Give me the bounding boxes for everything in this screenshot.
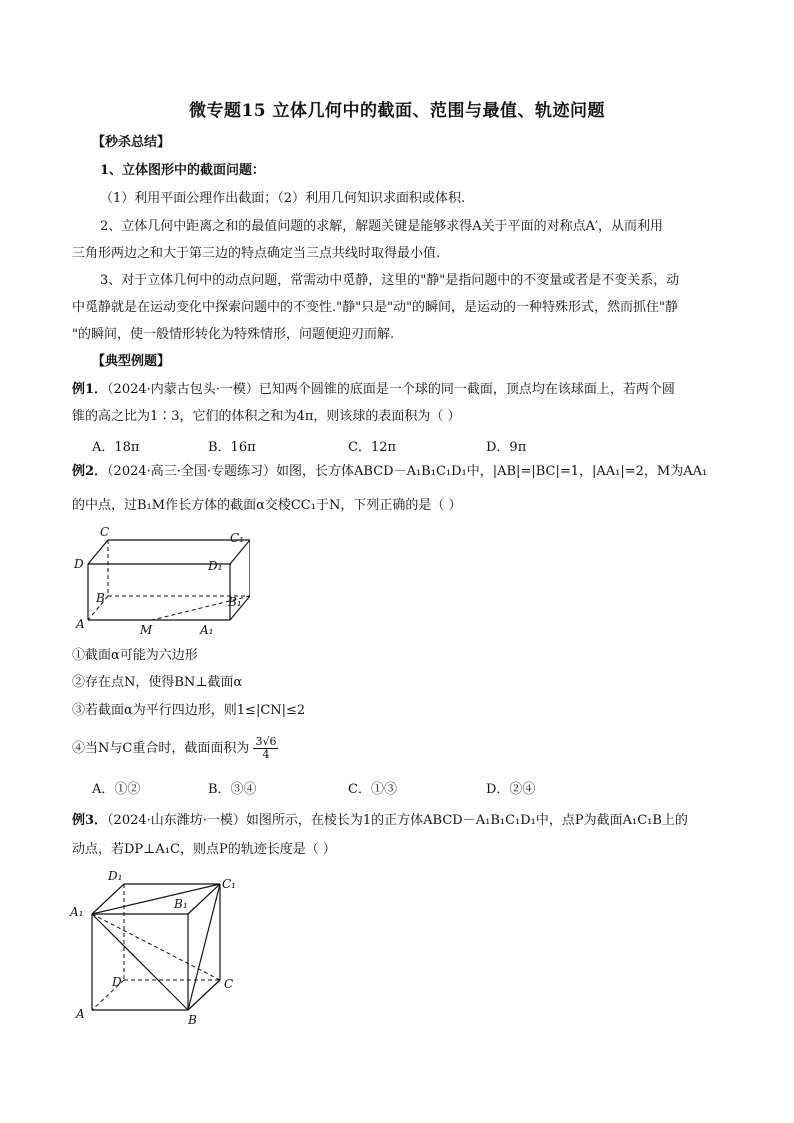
segment-a1-c1 xyxy=(92,884,220,914)
area-fraction xyxy=(253,736,278,761)
cube-label-c: C xyxy=(224,977,234,991)
edge-c1-b1 xyxy=(188,884,220,914)
example-3-text-1: （2024·山东潍坊·一模）如图所示，在棱长为1的正方体ABCD－A₁B₁C₁D₁中，点P为截面A₁C₁B上的 xyxy=(107,813,688,828)
label-c: C xyxy=(100,525,110,539)
area-fraction-denominator: 4 xyxy=(262,748,270,761)
label-m: M xyxy=(140,623,153,636)
summary-point-3-line-1: 3、对于立体几何中的动点问题，常需动中觅静，这里的"静"是指问题中的不变量或者是不变关系，动 xyxy=(100,273,680,288)
cube-label-a1: A₁ xyxy=(70,905,84,919)
example-2-statement-4-text: ④当N与C重合时，截面面积为 xyxy=(72,741,250,756)
area-fraction-numerator: 3√6 xyxy=(255,735,277,748)
label-a1: A₁ xyxy=(200,623,214,636)
example-3-line-2: 动点，若DP⊥A₁C，则点P的轨迹长度是（ ） xyxy=(72,842,336,857)
example-2-statement-4 xyxy=(72,736,278,761)
edge-d-c xyxy=(88,540,108,564)
label-c1: C₁ xyxy=(230,531,244,545)
example-1-line-2: 锥的高之比为1∶3，它们的体积之和为4π，则该球的表面积为（ ） xyxy=(72,409,461,424)
segment-a1-c-hidden xyxy=(92,914,220,980)
example-2-statement-3: ③若截面α为平行四边形，则1≤|CN|≤2 xyxy=(72,703,306,718)
example-2-line-1 xyxy=(72,463,707,481)
example-2-option-c[interactable]: C．①③ xyxy=(348,782,397,797)
summary-point-1-title: 1、立体图形中的截面问题： xyxy=(100,163,266,178)
cube-figure xyxy=(68,864,248,1028)
label-d: D xyxy=(74,557,84,571)
summary-point-1-body: （1）利用平面公理作出截面；（2）利用几何知识求面积或体积. xyxy=(100,191,466,206)
example-2-line-2: 的中点，过B₁M作长方体的截面α交棱CC₁于N，下列正确的是（ ） xyxy=(72,498,462,513)
example-1-line-1 xyxy=(72,381,675,399)
edge-a1-d1 xyxy=(92,884,124,914)
summary-heading: 【秒杀总结】 xyxy=(92,135,171,150)
cube-label-c1: C₁ xyxy=(222,877,236,891)
label-a: A xyxy=(76,617,85,631)
example-2-option-a[interactable]: A．①② xyxy=(92,782,141,797)
examples-heading: 【典型例题】 xyxy=(92,354,171,369)
label-b1: B₁ xyxy=(228,595,242,609)
edge-c-b xyxy=(188,980,220,1010)
example-1-text-1: （2024·内蒙古包头·一模）已知两个圆锥的底面是一个球的同一截面，顶点均在该球面上，若两个圆 xyxy=(107,382,675,397)
summary-point-3-line-2: 中觅静就是在运动变化中探索问题中的不变性."静"只是"动"的瞬间，是运动的一种特殊形式，然而抓住"静 xyxy=(72,300,679,315)
example-1-option-c[interactable]: C．12π xyxy=(348,440,397,455)
page-title: 微专题15 立体几何中的截面、范围与最值、轨迹问题 xyxy=(188,101,606,121)
example-2-label: 例2． xyxy=(72,464,108,479)
example-2-option-b[interactable]: B．③④ xyxy=(208,782,257,797)
summary-point-2-line-2: 三角形两边之和大于第三边的特点确定当三点共线时取得最小值. xyxy=(72,246,441,261)
example-3-line-1 xyxy=(72,812,688,830)
cube-label-b1: B₁ xyxy=(174,897,188,911)
segment-c1-b xyxy=(188,884,220,1010)
segment-a1-b xyxy=(92,914,188,1010)
cube-label-b: B xyxy=(188,1013,197,1027)
summary-point-3-line-3: "的瞬间，使一般情形转化为特殊情形，问题便迎刃而解. xyxy=(72,327,395,342)
example-2-statement-1: ①截面α可能为六边形 xyxy=(72,648,198,663)
example-2-text-1: （2024·高三·全国·专题练习）如图，长方体ABCD－A₁B₁C₁D₁中，|AB|=|BC|=1，|AA₁|=2，M为AA₁ xyxy=(107,464,708,479)
example-1-option-b[interactable]: B．16π xyxy=(208,440,256,455)
example-1-option-a[interactable]: A．18π xyxy=(92,440,140,455)
example-2-option-d[interactable]: D．②④ xyxy=(486,782,536,797)
example-3-label: 例3． xyxy=(72,813,108,828)
cube-label-d1: D₁ xyxy=(108,869,123,883)
summary-point-2-line-1: 2、立体几何中距离之和的最值问题的求解，解题关键是能够求得A关于平面的对称点A′，从而利用 xyxy=(100,219,663,234)
cube-label-a: A xyxy=(76,1007,85,1021)
example-2-statement-2: ②存在点N，使得BN⊥截面α xyxy=(72,675,243,690)
label-d1: D₁ xyxy=(208,559,223,573)
cube-label-d: D xyxy=(112,975,122,989)
cuboid-figure xyxy=(70,524,250,636)
example-1-option-d[interactable]: D．9π xyxy=(486,440,527,455)
label-b: B xyxy=(96,591,105,605)
example-1-label: 例1． xyxy=(72,382,108,397)
